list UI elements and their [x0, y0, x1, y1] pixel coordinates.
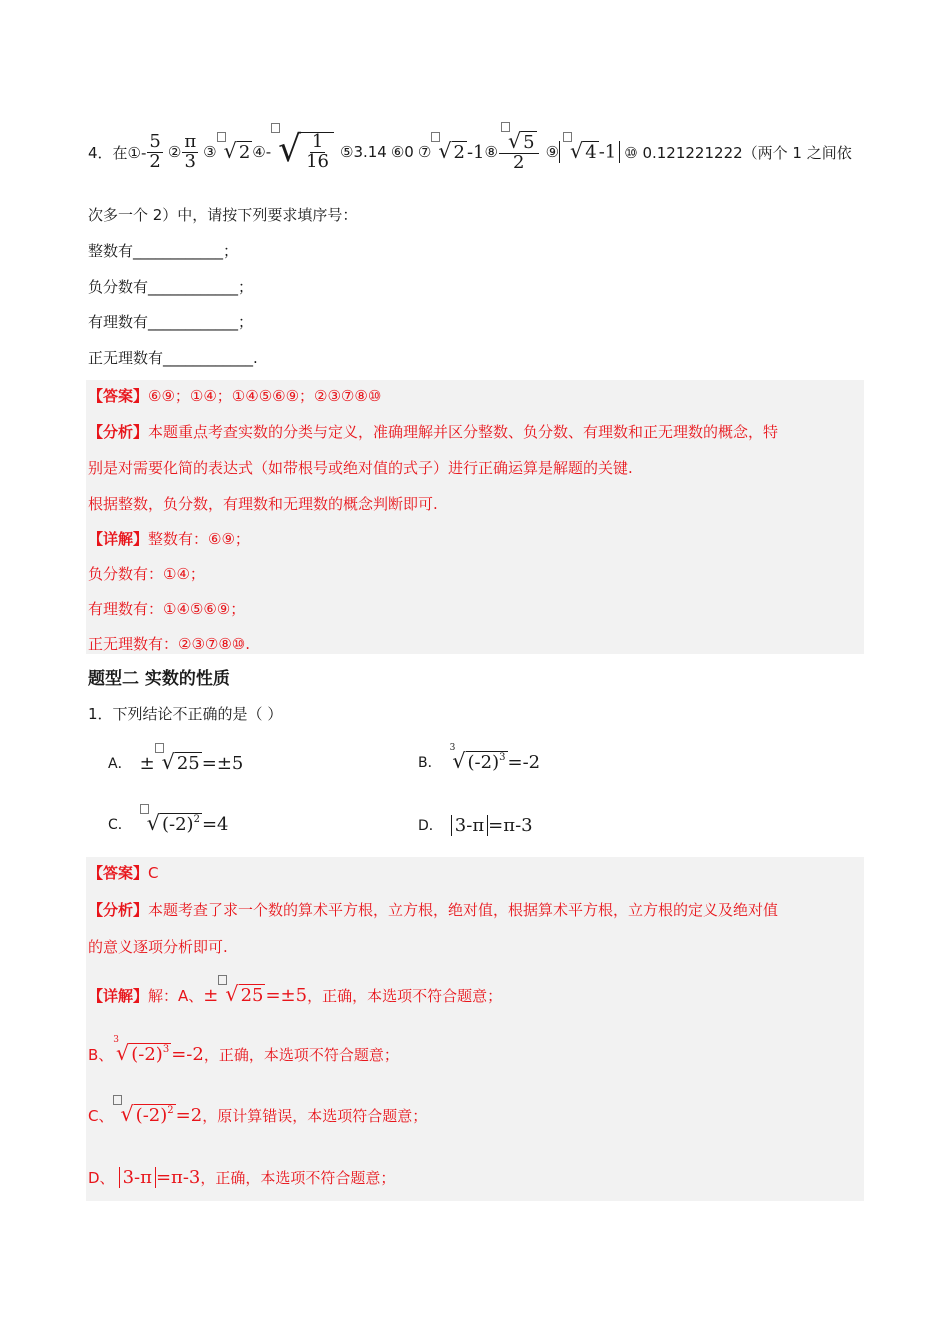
option-b[interactable]: B． 3 √ $(-2)^3$ =-2	[418, 742, 541, 773]
detail-d: D、 3-π =π-3 ，正确，本选项不符合题意；	[88, 1166, 396, 1188]
detail-b: B、 3 √ $(-2)^3$ =-2 ，正确，本选项不符合题意；	[88, 1034, 399, 1065]
option-c[interactable]: C． √ $(-2)^2$ =4	[108, 806, 228, 842]
square-root: √ $\frac{1}{16}$	[271, 132, 334, 172]
detail-line1: 【详解】整数有：⑥⑨；	[88, 530, 250, 548]
square-root: √ 2	[431, 141, 467, 164]
question-1-stem: 1．下列结论不正确的是（ ）	[88, 705, 283, 723]
analysis-line3: 根据整数，负分数，有理数和无理数的概念判断即可.	[88, 495, 438, 513]
blank-negative-fractions: 负分数有____________；	[88, 278, 254, 296]
detail-line4: 正无理数有：②③⑦⑧⑩.	[88, 635, 251, 653]
analysis-line2: 别是对需要化简的表达式（如带根号或绝对值的式子）进行正确运算是解题的关键.	[88, 459, 633, 477]
detail-a: 【详解】 解：A、 ± √ 25 =±5 ，正确，本选项不符合题意；	[88, 978, 502, 1012]
question-4-line1: 4． 在①- $\frac{5}{2}$ ② $\frac{\pi}{3}$ ③ √ 2 ④- √ $\frac{1}{16}$ ⑤3.14 ⑥0 ⑦ √ 2 -1 ⑧ √ 5 2 ⑨ √ 4 -1 ⑩ 0.121221222（两个 1 之间依	[88, 124, 852, 180]
blank-rationals: 有理数有____________；	[88, 313, 254, 331]
analysis-line1: 【分析】本题考查了求一个数的算术平方根，立方根，绝对值，根据算术平方根，立方根的定义及绝对值	[88, 901, 779, 919]
answer-line: 【答案】⑥⑨；①④；①④⑤⑥⑨；②③⑦⑧⑩	[88, 387, 382, 405]
analysis-line2: 的意义逐项分析即可.	[88, 938, 228, 956]
question-4-line2: 次多一个 2）中，请按下列要求填序号：	[88, 206, 358, 224]
detail-line2: 负分数有：①④；	[88, 565, 205, 583]
fraction: $\frac{5}{2}$	[149, 130, 161, 172]
detail-line3: 有理数有：①④⑤⑥⑨；	[88, 600, 246, 618]
option-a[interactable]: A． ± √ 25 =±5	[108, 746, 243, 780]
blank-integers: 整数有____________；	[88, 242, 239, 260]
fraction: √ 5 2	[499, 131, 539, 173]
blank-positive-irrationals: 正无理数有____________.	[88, 349, 258, 367]
answer-line: 【答案】C	[88, 864, 159, 882]
absolute-value: √ 4 -1	[559, 141, 620, 164]
option-d[interactable]: D． 3-π =π-3	[418, 814, 533, 836]
question-number: 4．	[88, 143, 113, 162]
detail-c: C、 √ $(-2)^2$ =2 ，原计算错误，本选项符合题意；	[88, 1097, 427, 1133]
square-root: √ 2	[217, 141, 253, 164]
section-title: 题型二 实数的性质	[88, 669, 230, 689]
fraction: $\frac{\pi}{3}$	[184, 130, 197, 172]
analysis-line1: 【分析】本题重点考查实数的分类与定义，准确理解并区分整数、负分数、有理数和正无理数的概念，特	[88, 423, 779, 441]
